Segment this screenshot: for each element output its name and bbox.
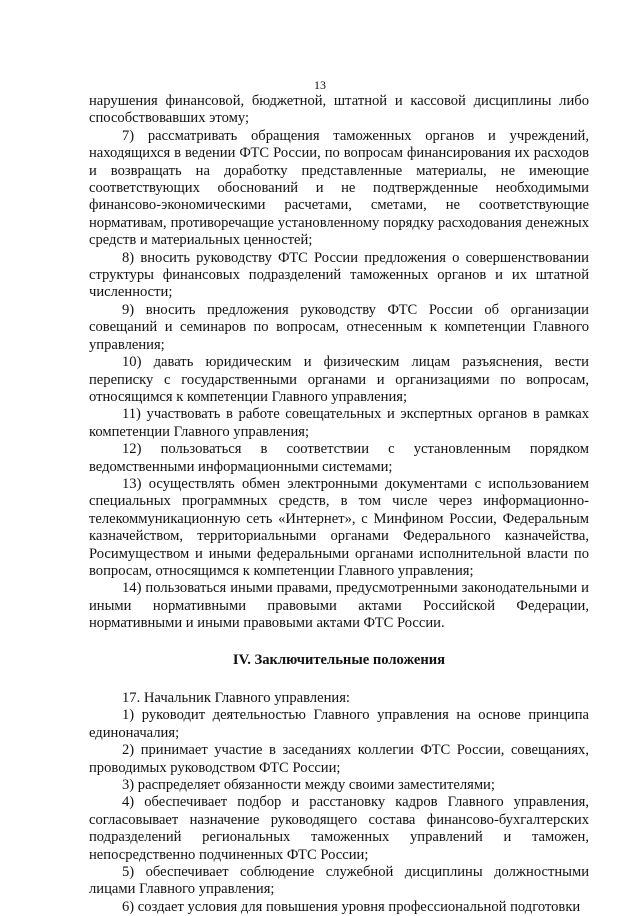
clause-17-item-5: 5) обеспечивает соблюдение служебной дисциплины должностными лицами Главного управления; [89,864,589,898]
page-number: 13 [314,78,326,92]
paragraph-continuation: нарушения финансовой, бюджетной, штатной и кассовой дисциплины либо способствовавших этому; [89,93,589,127]
list-item-9: 9) вносить предложения руководству ФТС России об организации совещаний и семинаров по вопросам, отнесенным к компетенции Главного управления; [89,301,589,353]
clause-17-item-2: 2) принимает участие в заседаниях коллегии ФТС России, совещаниях, проводимых руководством ФТС России; [89,742,589,776]
list-item-8: 8) вносить руководству ФТС России предложения о совершенствовании структуры финансовых подразделений таможенных органов и их штатной численности; [89,249,589,301]
section-heading: IV. Заключительные положения [232,651,446,668]
clause-17: 17. Начальник Главного управления: [122,690,350,706]
list-item-7: 7) рассматривать обращения таможенных органов и учреждений, находящихся в ведении ФТС России, по вопросам финансирования их расходов и возвращать на доработку представленные материалы, не имеющие соответствующих обоснований и не подтвержденные необходимыми финансово-экономическими расчетами, сметами, не соответствующие нормативам, противоречащие установленному порядку расходования денежных средств и материальных ценностей; [89,127,589,249]
clause-17-item-1: 1) руководит деятельностью Главного управления на основе принципа единоначалия; [89,707,589,741]
list-item-10: 10) давать юридическим и физическим лицам разъяснения, вести переписку с государственными органами и организациями по вопросам, относящимся к компетенции Главного управления; [89,354,589,405]
list-item-13: 13) осуществлять обмен электронными документами с использованием специальных программных средств, в том числе через информационно-телекоммуникационную сеть «Интернет», с Минфином России, Федеральным казначейством, территориальными органами Федерального казначейства, Росимуществом и иными федеральными органами исполнительной власти по вопросам, относящимся к компетенции Главного управления; [89,475,589,579]
document-body [89,93,589,916]
clause-17-item-3: 3) распределяет обязанности между своими заместителями; [122,777,495,794]
list-item-11: 11) участвовать в работе совещательных и экспертных органов в рамках компетенции Главного управления; [89,406,589,440]
clause-17-item-6: 6) создает условия для повышения уровня профессиональной подготовки [122,898,581,915]
clause-17-item-4: 4) обеспечивает подбор и расстановку кадров Главного управления, согласовывает назначение руководящего состава финансово-бухгалтерских подразделений региональных таможенных управлений и таможен, непосредственно подчиненных ФТС России; [89,794,589,863]
list-item-14: 14) пользоваться иными правами, предусмотренными законодательными и иными нормативными правовыми актами Российской Федерации, нормативными и иными правовыми актами ФТС России. [89,580,589,632]
list-item-12: 12) пользоваться в соответствии с установленным порядком ведомственными информационными системами; [89,441,589,475]
